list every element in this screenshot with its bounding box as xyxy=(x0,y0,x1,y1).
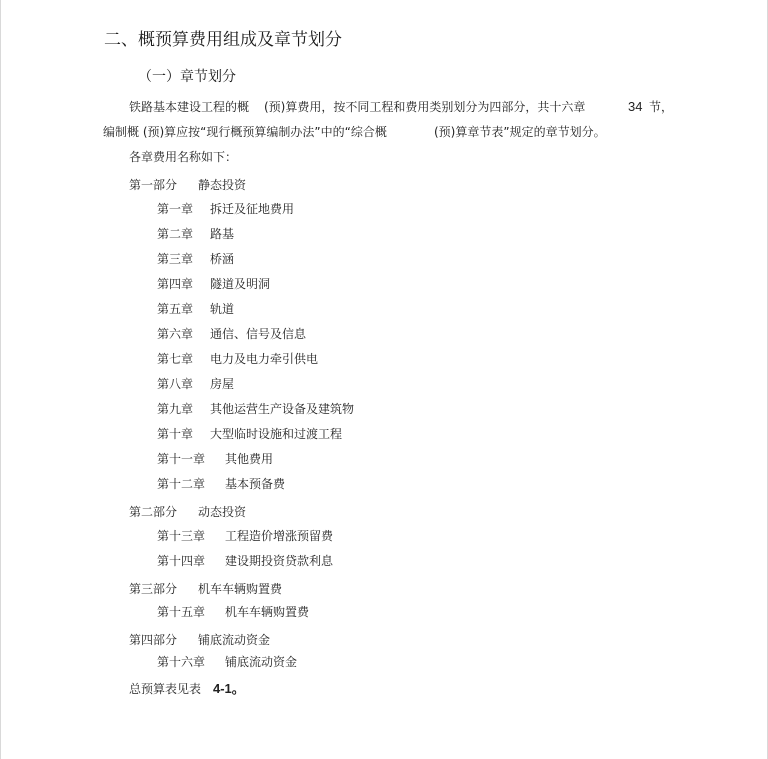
intro-line2-b: (预)算章节表”规定的章节划分。 xyxy=(434,125,606,139)
part-name: 动态投资 xyxy=(198,505,247,519)
part-name: 铺底流动资金 xyxy=(198,633,271,647)
chapter-label: 第四章 xyxy=(157,277,194,291)
chapter-label: 第八章 xyxy=(157,377,194,391)
chapter-name: 建设期投资贷款利息 xyxy=(225,554,334,568)
chapter-name: 拆迁及征地费用 xyxy=(210,202,295,216)
chapter-label: 第二章 xyxy=(157,227,194,241)
part-label: 第三部分 xyxy=(129,582,178,596)
intro-line1-c: 节， xyxy=(649,100,674,114)
chapter-name: 房屋 xyxy=(210,377,235,391)
part-label: 第二部分 xyxy=(129,505,178,519)
chapter-name: 桥涵 xyxy=(210,252,235,266)
chapter-label: 第十章 xyxy=(157,427,194,441)
chapter-label: 第十六章 xyxy=(157,655,206,669)
section-title: 二、概预算费用组成及章节划分 xyxy=(104,30,342,50)
chapter-name: 工程造价增涨预留费 xyxy=(225,529,334,543)
chapter-label: 第一章 xyxy=(157,202,194,216)
part-name: 静态投资 xyxy=(198,178,247,192)
chapter-name: 机车车辆购置费 xyxy=(225,605,310,619)
chapter-name: 基本预备费 xyxy=(225,477,286,491)
chapter-name: 其他费用 xyxy=(225,452,274,466)
chapter-name: 通信、信号及信息 xyxy=(210,327,307,341)
chapter-name: 电力及电力牵引供电 xyxy=(210,352,319,366)
part-label: 第一部分 xyxy=(129,178,178,192)
chapter-name: 隧道及明洞 xyxy=(210,277,271,291)
chapter-label: 第十五章 xyxy=(157,605,206,619)
part-label: 第四部分 xyxy=(129,633,178,647)
intro-line1-b: (预)算费用，按不同工程和费用类别划分为四部分，共十六章 xyxy=(264,100,586,114)
subsection-title: （一）章节划分 xyxy=(138,69,236,85)
intro-line3: 各章费用名称如下： xyxy=(129,150,238,164)
table-reference: 4-1。 xyxy=(213,681,245,696)
chapter-name: 其他运营生产设备及建筑物 xyxy=(210,402,355,416)
chapter-label: 第七章 xyxy=(157,352,194,366)
chapter-label: 第十一章 xyxy=(157,452,206,466)
page-edge-left xyxy=(0,0,1,759)
chapter-label: 第十二章 xyxy=(157,477,206,491)
intro-line1-a: 铁路基本建设工程的概 xyxy=(129,100,250,114)
chapter-label: 第十四章 xyxy=(157,554,206,568)
chapter-label: 第六章 xyxy=(157,327,194,341)
chapter-name: 轨道 xyxy=(210,302,235,316)
chapter-name: 大型临时设施和过渡工程 xyxy=(210,427,343,441)
intro-line2-a: 编制概 (预)算应按“现行概预算编制办法”中的“综合概 xyxy=(103,125,387,139)
chapter-label: 第九章 xyxy=(157,402,194,416)
summary-text: 总预算表见表 xyxy=(129,682,202,696)
part-name: 机车车辆购置费 xyxy=(198,582,283,596)
chapter-name: 铺底流动资金 xyxy=(225,655,298,669)
intro-line1-number: 34 xyxy=(628,99,643,114)
chapter-label: 第十三章 xyxy=(157,529,206,543)
chapter-label: 第五章 xyxy=(157,302,194,316)
chapter-label: 第三章 xyxy=(157,252,194,266)
chapter-name: 路基 xyxy=(210,227,235,241)
